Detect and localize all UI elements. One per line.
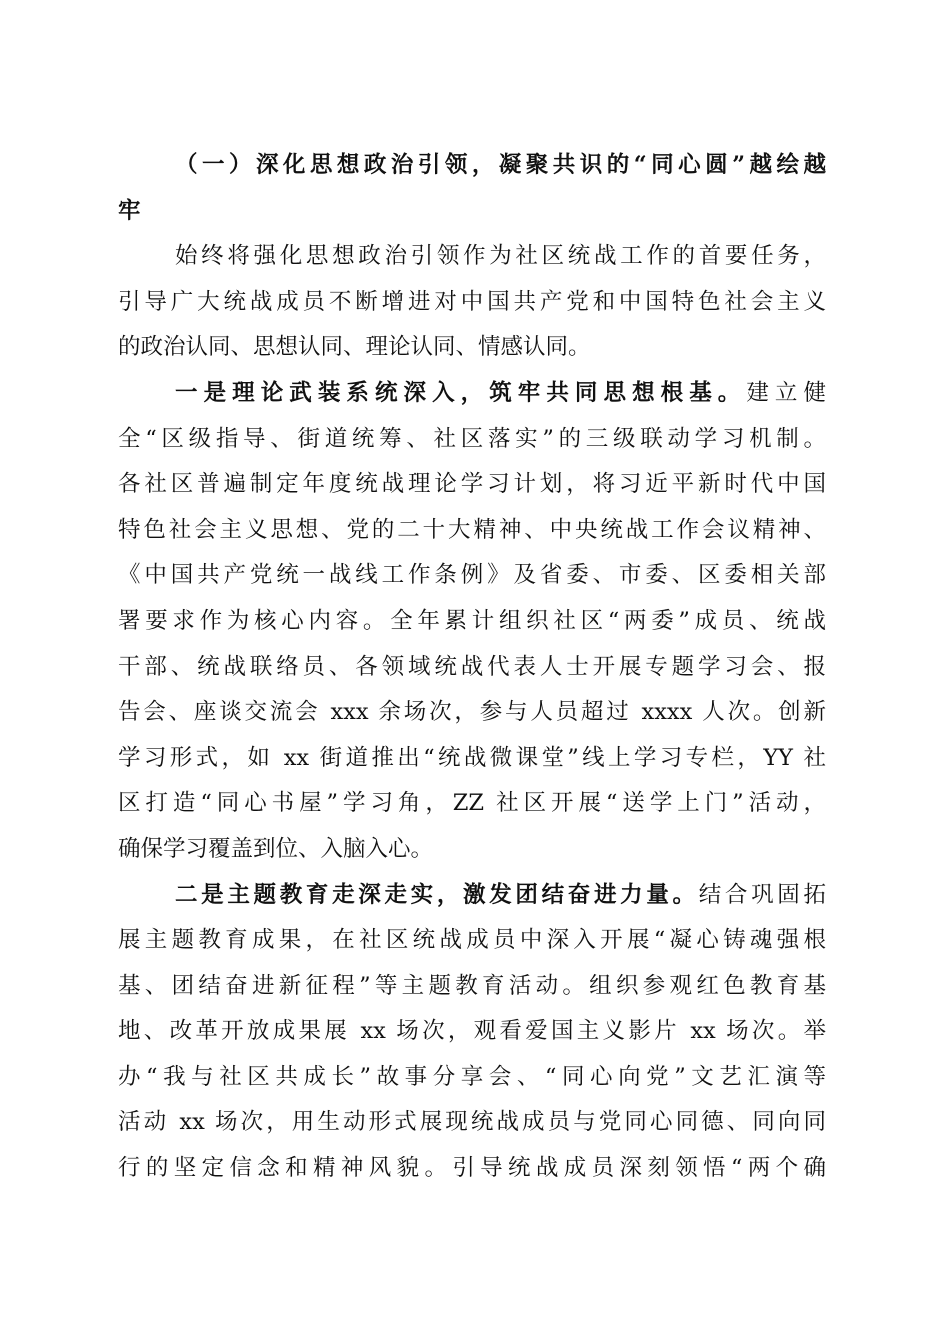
section-heading-line-2: 牢 [118, 197, 141, 224]
paragraph-3-line-3: 基、团结奋进新征程”等主题教育活动。组织参观红色教育基 [118, 972, 826, 999]
paragraph-2-line-7: 干部、统战联络员、各领域统战代表人士开展专题学习会、报 [118, 653, 826, 680]
paragraph-3-line-4: 地、改革开放成果展 xx 场次，观看爱国主义影片 xx 场次。举 [118, 1018, 826, 1045]
paragraph-2-line-4: 特色社会主义思想、党的二十大精神、中央统战工作会议精神、 [118, 516, 826, 543]
paragraph-1-line-1: 始终将强化思想政治引领作为社区统战工作的首要任务， [175, 243, 826, 270]
paragraph-3-line-6: 活动 xx 场次，用生动形式展现统战成员与党同心同德、同向同 [118, 1109, 826, 1136]
paragraph-2-lead-rest: 建立健 [746, 379, 826, 406]
document-body [118, 143, 826, 1192]
paragraph-2-line-9: 学习形式，如 xx 街道推出“统战微课堂”线上学习专栏，YY 社 [118, 744, 826, 771]
paragraph-2-line-5: 《中国共产党统一战线工作条例》及省委、市委、区委相关部 [118, 562, 826, 589]
paragraph-2-line-1 [118, 371, 826, 417]
paragraph-2-line-2: 全“区级指导、街道统筹、社区落实”的三级联动学习机制。 [118, 425, 826, 452]
paragraph-3-line-2: 展主题教育成果，在社区统战成员中深入开展“凝心铸魂强根 [118, 927, 826, 954]
section-heading-line-1: （一）深化思想政治引领，凝聚共识的“同心圆”越绘越 [175, 152, 826, 178]
paragraph-1-line-3: 的政治认同、思想认同、理论认同、情感认同。 [118, 334, 591, 361]
paragraph-2-line-3: 各社区普遍制定年度统战理论学习计划，将习近平新时代中国 [118, 471, 826, 498]
paragraph-2-line-8: 告会、座谈交流会 xxx 余场次，参与人员超过 xxxx 人次。创新 [118, 699, 826, 726]
paragraph-3-line-7: 行的坚定信念和精神风貌。引导统战成员深刻领悟“两个确 [118, 1155, 826, 1182]
paragraph-3-lead-rest: 结合巩固拓 [698, 881, 826, 908]
paragraph-2-line-6: 署要求作为核心内容。全年累计组织社区“两委”成员、统战 [118, 607, 826, 634]
paragraph-3-line-1 [118, 873, 826, 919]
paragraph-2-line-11: 确保学习覆盖到位、入脑入心。 [118, 835, 434, 862]
paragraph-2-lead: 一是理论武装系统深入，筑牢共同思想根基。 [175, 379, 747, 406]
paragraph-3-line-5: 办“我与社区共成长”故事分享会、“同心向党”文艺汇演等 [118, 1063, 826, 1090]
paragraph-3-lead: 二是主题教育走深走实，激发团结奋进力量。 [175, 881, 699, 908]
paragraph-2-line-10: 区打造“同心书屋”学习角，ZZ 社区开展“送学上门”活动， [118, 790, 826, 817]
paragraph-1-line-2: 引导广大统战成员不断增进对中国共产党和中国特色社会主义 [118, 288, 826, 315]
